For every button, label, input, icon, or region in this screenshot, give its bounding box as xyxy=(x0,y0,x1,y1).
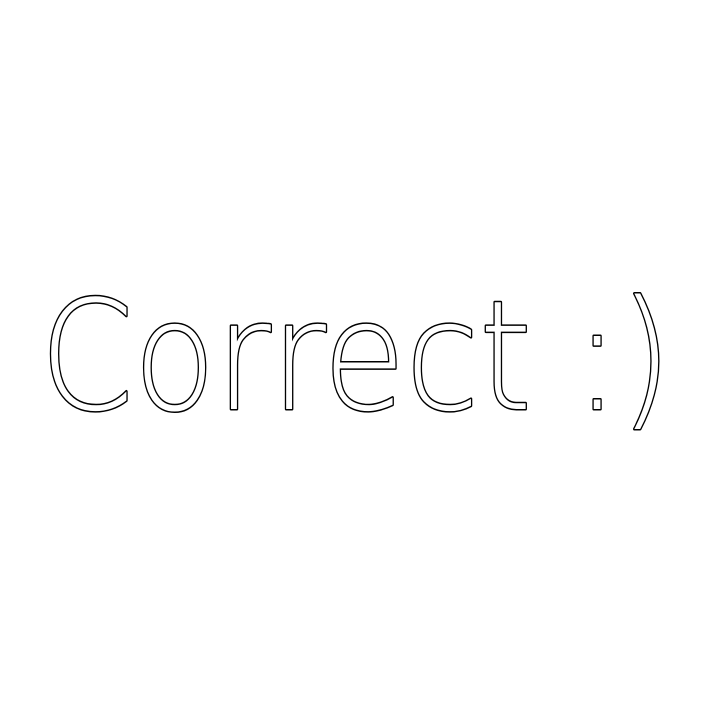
correct-message: Correct :) xyxy=(40,268,672,445)
